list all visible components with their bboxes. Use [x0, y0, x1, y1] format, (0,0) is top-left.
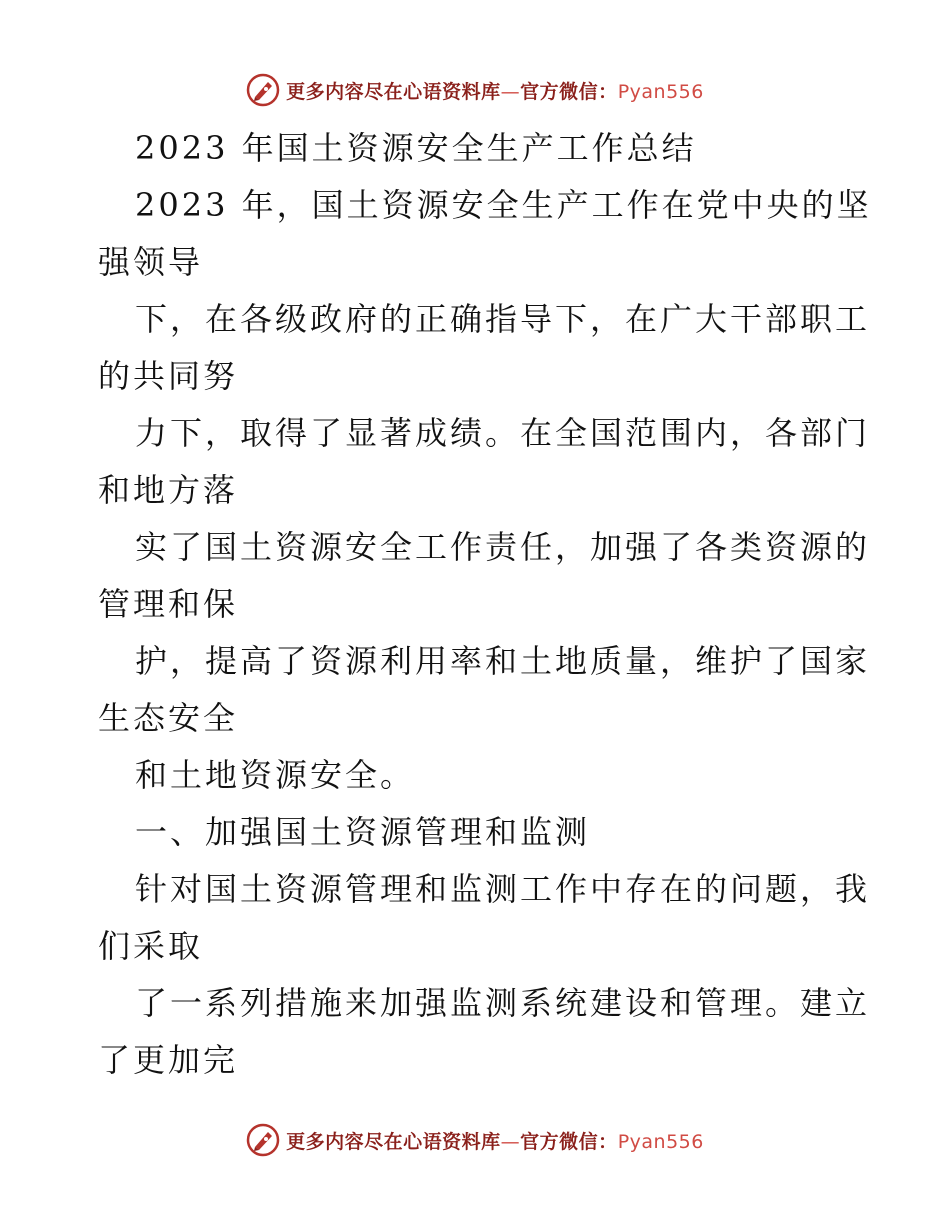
text-line: 和土地资源安全。	[135, 756, 416, 794]
text-line: 针对国土资源管理和监测工作中存在的问题，我	[135, 870, 871, 908]
text-line: 们采取	[98, 927, 204, 965]
header-banner	[0, 70, 950, 110]
section-heading: 一、加强国土资源管理和监测	[135, 813, 591, 851]
text-line: 2023 年，国土资源安全生产工作在党中央的坚	[135, 186, 872, 224]
text-line: 强领导	[98, 243, 204, 281]
text-line: 实了国土资源安全工作责任，加强了各类资源的	[135, 528, 871, 566]
banner-content	[246, 73, 704, 107]
text-line: 下，在各级政府的正确指导下，在广大干部职工	[135, 300, 871, 338]
banner-official-label: 官方微信：	[520, 1130, 618, 1153]
banner-wechat-id: Pyan556	[617, 1130, 704, 1153]
banner-dash: —	[500, 80, 521, 103]
text-line: 的共同努	[98, 357, 239, 395]
banner-wechat-id: Pyan556	[617, 80, 704, 103]
banner-content	[246, 1123, 704, 1157]
banner-official-label: 官方微信：	[520, 80, 618, 103]
banner-text	[286, 77, 704, 104]
footer-banner	[0, 1120, 950, 1160]
pen-logo-icon	[246, 1123, 280, 1157]
text-line: 力下，取得了显著成绩。在全国范围内，各部门	[135, 414, 871, 452]
banner-site-name: 更多内容尽在心语资料库	[286, 80, 501, 103]
pen-logo-icon	[246, 73, 280, 107]
text-line: 护，提高了资源利用率和土地质量，维护了国家	[135, 642, 871, 680]
text-line: 生态安全	[98, 699, 239, 737]
banner-dash: —	[500, 1130, 521, 1153]
text-line: 了更加完	[98, 1041, 239, 1079]
document-title: 2023 年国土资源安全生产工作总结	[135, 129, 697, 167]
text-line: 了一系列措施来加强监测系统建设和管理。建立	[135, 984, 871, 1022]
banner-text	[286, 1127, 704, 1154]
text-line: 管理和保	[98, 585, 239, 623]
banner-site-name: 更多内容尽在心语资料库	[286, 1130, 501, 1153]
text-line: 和地方落	[98, 471, 239, 509]
